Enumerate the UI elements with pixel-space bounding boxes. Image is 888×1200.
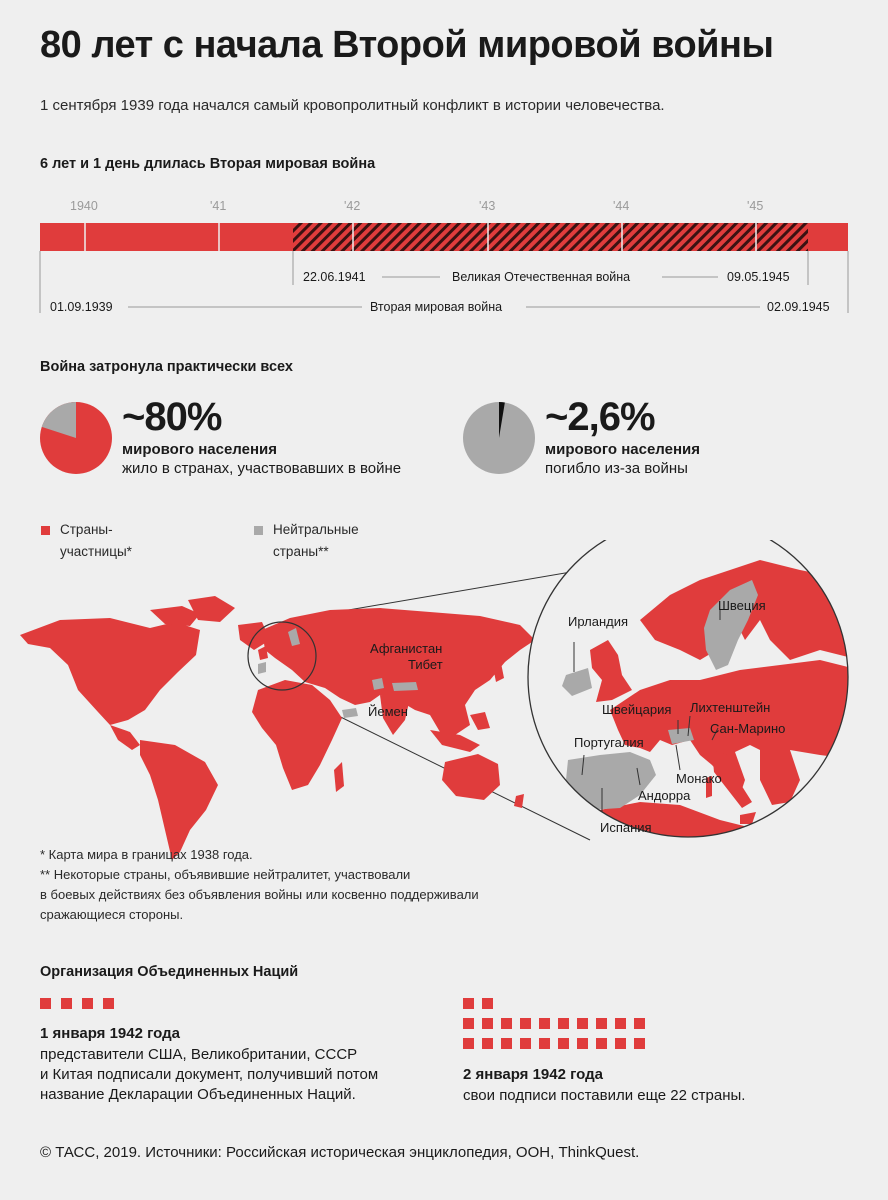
stat-casualties-value: ~2,6%	[545, 395, 655, 439]
legend-neutral-swatch	[254, 526, 263, 535]
label-sweden: Швеция	[718, 598, 766, 613]
timeline-year-1940: 1940	[70, 199, 98, 213]
signatory-square	[634, 1018, 645, 1029]
signatory-square	[103, 998, 114, 1009]
label-spain: Испания	[600, 820, 652, 835]
timeline-year-44: '44	[613, 199, 630, 213]
label-switzerland: Швейцария	[602, 702, 672, 717]
signatory-square	[634, 1038, 645, 1049]
signatory-square	[40, 998, 51, 1009]
signatory-square	[501, 1018, 512, 1029]
signatory-square	[539, 1018, 550, 1029]
page-subtitle: 1 сентября 1939 года начался самый кровопролитный конфликт в истории человечества.	[40, 97, 665, 114]
label-andorra: Андорра	[638, 788, 691, 803]
stat-participants-value: ~80%	[122, 395, 222, 439]
timeline-year-43: '43	[479, 199, 496, 213]
ww2-end-date: 02.09.1945	[767, 300, 830, 314]
signatory-square	[558, 1038, 569, 1049]
signatory-square	[520, 1018, 531, 1029]
signatory-square	[615, 1038, 626, 1049]
note-4: сражающиеся стороны.	[40, 907, 184, 922]
tibet-shape	[392, 682, 418, 691]
signatory-square	[463, 1018, 474, 1029]
pie-participants	[40, 402, 112, 474]
label-san-marino: Сан-Марино	[710, 721, 786, 736]
legend-participants-line2: участницы*	[60, 544, 132, 559]
page-title: 80 лет с начала Второй мировой войны	[40, 24, 774, 66]
note-1: * Карта мира в границах 1938 года.	[40, 847, 253, 862]
un-left-squares	[40, 998, 180, 1012]
label-tibet: Тибет	[408, 657, 443, 672]
signatory-square	[482, 1018, 493, 1029]
signatory-square	[482, 998, 493, 1009]
un-heading: Организация Объединенных Наций	[40, 964, 299, 980]
signatory-square	[61, 998, 72, 1009]
label-portugal: Португалия	[574, 735, 644, 750]
signatory-square	[577, 1018, 588, 1029]
signatory-square	[463, 1038, 474, 1049]
yemen-shape	[342, 708, 358, 718]
gpw-label: Великая Отечественная война	[452, 270, 631, 284]
gpw-end-date: 09.05.1945	[727, 270, 790, 284]
un-left-line1: представители США, Великобритании, СССР	[40, 1046, 358, 1063]
legend-participants-line1: Страны-	[60, 522, 113, 537]
stat-participants-caption: жило в странах, участвовавших в войне	[122, 460, 402, 477]
world-countries-participants	[20, 596, 535, 860]
iberia-shape-small	[258, 662, 266, 674]
afghanistan-shape	[372, 678, 384, 690]
pie-casualties	[463, 402, 535, 474]
label-liechtenstein: Лихтенштейн	[690, 700, 771, 715]
stat-casualties-caption: погибло из-за войны	[545, 460, 688, 477]
signatory-square	[558, 1018, 569, 1029]
signatory-square	[539, 1038, 550, 1049]
un-left-date: 1 января 1942 года	[40, 1025, 180, 1042]
signatory-square	[615, 1018, 626, 1029]
un-left-line3: название Декларации Объединенных Наций.	[40, 1086, 356, 1103]
ww2-start-date: 01.09.1939	[50, 300, 113, 314]
un-right-date: 2 января 1942 года	[463, 1066, 603, 1083]
label-yemen: Йемен	[368, 704, 408, 719]
signatory-square	[596, 1018, 607, 1029]
signatory-square	[520, 1038, 531, 1049]
stats-heading: Война затронула практически всех	[40, 359, 293, 375]
label-afghanistan: Афганистан	[370, 641, 443, 656]
un-left-line2: и Китая подписали документ, получивший потом	[40, 1066, 379, 1083]
legend-neutral-line1: Нейтральные	[273, 522, 359, 537]
timeline-year-45: '45	[747, 199, 764, 213]
signatory-square	[82, 998, 93, 1009]
un-right-text: свои подписи поставили еще 22 страны.	[463, 1087, 746, 1104]
stat-participants-caption-bold: мирового населения	[122, 441, 278, 458]
timeline-year-42: '42	[344, 199, 361, 213]
un-left-text	[40, 1045, 378, 1105]
gpw-start-date: 22.06.1941	[303, 270, 366, 284]
stat-casualties-caption-bold: мирового населения	[545, 441, 701, 458]
note-3: в боевых действиях без объявления войны или косвенно поддерживали	[40, 887, 479, 902]
label-ireland: Ирландия	[568, 614, 629, 629]
un-right-squares	[463, 998, 683, 1058]
signatory-square	[463, 998, 474, 1009]
signatory-square	[596, 1038, 607, 1049]
timeline-year-41: '41	[210, 199, 227, 213]
footer-credits: © ТАСС, 2019. Источники: Российская историческая энциклопедия, ООН, ThinkQuest.	[40, 1144, 640, 1161]
note-2: ** Некоторые страны, объявившие нейтралитет, участвовали	[40, 867, 411, 882]
ww2-label: Вторая мировая война	[370, 300, 503, 314]
legend-participants-swatch	[41, 526, 50, 535]
label-monaco: Монако	[676, 771, 722, 786]
signatory-square	[577, 1038, 588, 1049]
legend-neutral-line2: страны**	[273, 544, 329, 559]
gpw-period-bar	[293, 223, 808, 251]
signatory-square	[482, 1038, 493, 1049]
signatory-square	[501, 1038, 512, 1049]
timeline-heading: 6 лет и 1 день длилась Вторая мировая война	[40, 156, 376, 172]
